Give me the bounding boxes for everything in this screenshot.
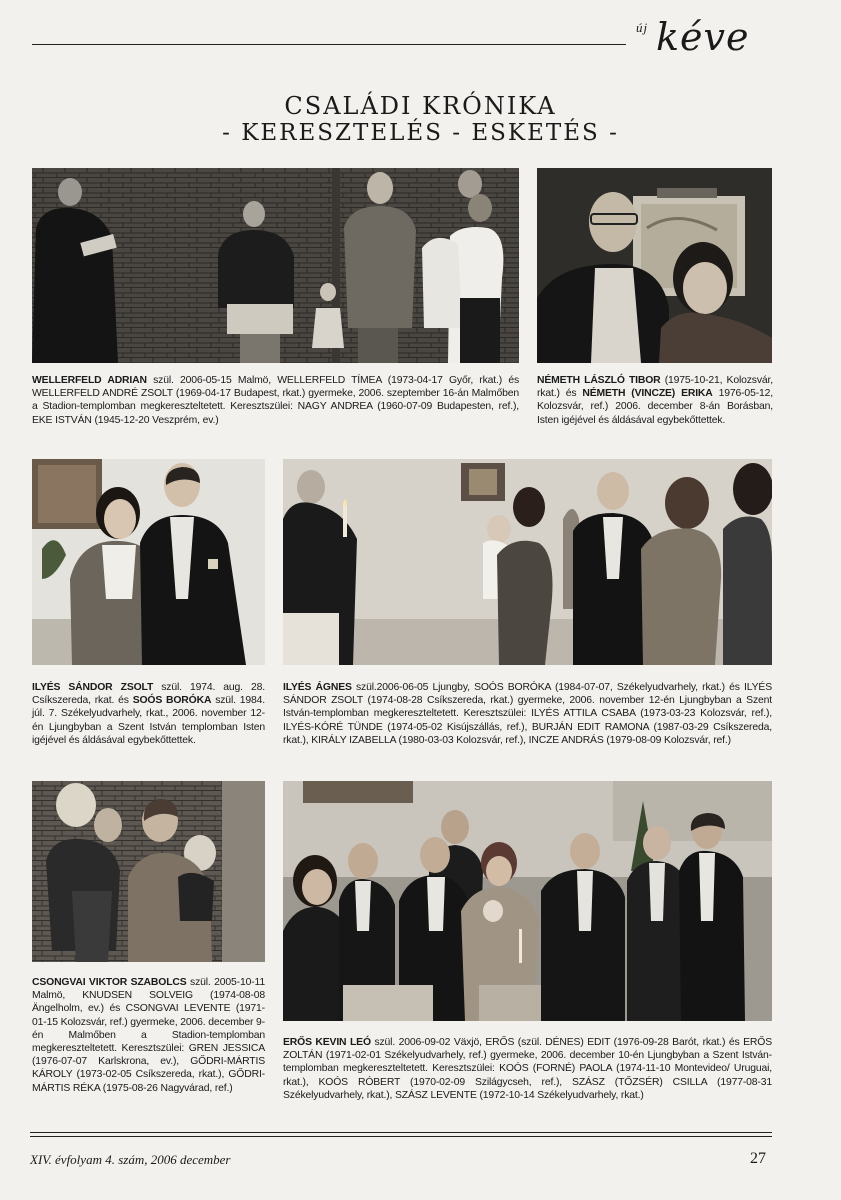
caption-csongvai-text: szül. 2005-10-11 Malmö, KNUDSEN SOLVEIG (1974-08-08 Ängelholm, ev.) és CSONGVAI LEVENTE (1971-01-15 Kolozsvár, ref.) gyermeke, 2006. december 9-én Malmőben a Stadion-templomban megkereszteltetett. Keresztszülei: GREN JESSICA (1976-07-07 Karlskrona, ev.), GŐDRI-MÁRTIS KÁROLY (1973-02-05 Csíkszereda, rkat.), GŐDRI-MÁRTIS RÉKA (1975-08-26 Nagyvárad, ref.) (32, 977, 266, 1094)
caption-nemeth-name: NÉMETH LÁSZLÓ TIBOR (537, 375, 661, 386)
caption-wellerfeld (32, 374, 519, 427)
caption-ilyes-sandor-text: szül. 1974. aug. 28. Csíkszereda, rkat. és (32, 682, 265, 707)
section-subtitle: - KERESZTELÉS - ESKETÉS - (222, 120, 619, 146)
caption-eros-name: ERŐS KEVIN LEÓ (283, 1037, 371, 1048)
footer-rule-thin (30, 1136, 772, 1137)
magazine-logo: kéve (656, 15, 750, 59)
caption-csongvai-name: CSONGVAI VIKTOR SZABOLCS (32, 977, 187, 988)
caption-wellerfeld-name: WELLERFELD ADRIAN (32, 375, 147, 386)
caption-csongvai (32, 976, 265, 1095)
caption-nemeth (537, 374, 773, 427)
brand-prefix: új (636, 20, 649, 35)
issue-info: XIV. évfolyam 4. szám, 2006 december (30, 1152, 231, 1167)
section-title: CSALÁDI KRÓNIKA (284, 92, 557, 120)
caption-ilyes-sandor-name: ILYÉS SÁNDOR ZSOLT (32, 682, 154, 693)
photo-ilyes-wedding (32, 459, 265, 665)
header-rule (32, 44, 626, 45)
caption-ilyes-agnes-text: szül.2006-06-05 Ljungby, SOÓS BORÓKA (1984-07-07, Székelyudvarhely, rkat.) és ILYÉS SÁNDOR ZSOLT (1974-08-28 Csíkszereda, rkat.) gyermeke, 2006. november 12-én Ljungbyban a Szent István-templomban megkereszteltetett. Keresztszülei: ILYÉS ATTILA CSABA (1973-03-23 Kolozsvár, ref.), ILYÉS-KÓRÉ TÜNDE (1974-05-02 Kisújszállás, ref.), BURJÁN EDIT RAMONA (1987-03-29 Csíkszereda, rkat.), KIRÁLY IZABELLA (1980-03-03 Kolozsvár, ref.), INCZE ANDRÁS (1979-08-09 Kolozsvár, ref.) (283, 682, 772, 746)
photo-wellerfeld-baptism (32, 168, 519, 363)
photo-ilyes-agnes-baptism (283, 459, 772, 665)
photo-nemeth-couple (537, 168, 772, 363)
caption-wellerfeld-text: szül. 2006-05-15 Malmö, WELLERFELD TÍMEA (1973-04-17 Győr, rkat.) és WELLERFELD ANDRÉ ZSOLT (1969-04-17 Budapest, rkat.) gyermeke, 2006. szeptember 16-án Malmőben a Stadion-templomban megkereszteltetett. Keresztszülei: NAGY ANDREA (1960-07-09 Budapesten, ref.), EKE ISTVÁN (1945-12-20 Veszprém, ev.) (32, 375, 519, 426)
caption-eros-text: szül. 2006-09-02 Växjö, ERŐS (szül. DÉNES) EDIT (1976-09-28 Barót, rkat.) és ERŐS ZOLTÁN (1971-02-01 Székelyudvarhely, ref.) gyermeke, 2006. december 10-én Ljungbyban a Szent István-templomban megkereszteltetett. Keresztszülei: KOÓS (FORNÉ) PAOLA (1974-11-10 Montevideo/ Uruguai, rkat.), KOÓS RÓBERT (1970-02-09 Szilágycseh, ref.), SZÁSZ (TŐZSÉR) CSILLA (1977-08-31 Székelyudvarhely, rkat.), SZÁSZ LEVENTE (1972-10-14 Székelyudvarhely, rkat.) (283, 1037, 772, 1101)
photo-eros-group (283, 781, 772, 1021)
caption-ilyes-sandor (32, 681, 265, 747)
caption-ilyes-sandor-text2: szül. 1984. júl. 7. Székelyudvarhely, rkat., 2006. november 12-én Ljungbyban a Szent István templomban Isten igéjével és áldásával egybekőttettek. (32, 695, 265, 746)
page-number: 27 (750, 1150, 766, 1167)
caption-nemeth-text: (1975-10-21, Kolozsvár, rkat.) és (537, 375, 773, 400)
caption-nemeth-name2: NÉMETH (VINCZE) ERIKA (582, 388, 713, 400)
caption-ilyes-agnes-name: ILYÉS ÁGNES (283, 682, 352, 693)
footer-rule (30, 1132, 772, 1133)
photo-csongvai-family (32, 781, 265, 962)
caption-eros (283, 1036, 772, 1102)
caption-nemeth-text2: 1976-05-12, Kolozsvár, ref.) 2006. december 8-án Borásban, Isten igéjével és áldásával egybekőttettek. (537, 388, 773, 426)
caption-ilyes-agnes (283, 681, 772, 747)
caption-ilyes-sandor-name2: SOÓS BORÓKA (132, 695, 212, 707)
